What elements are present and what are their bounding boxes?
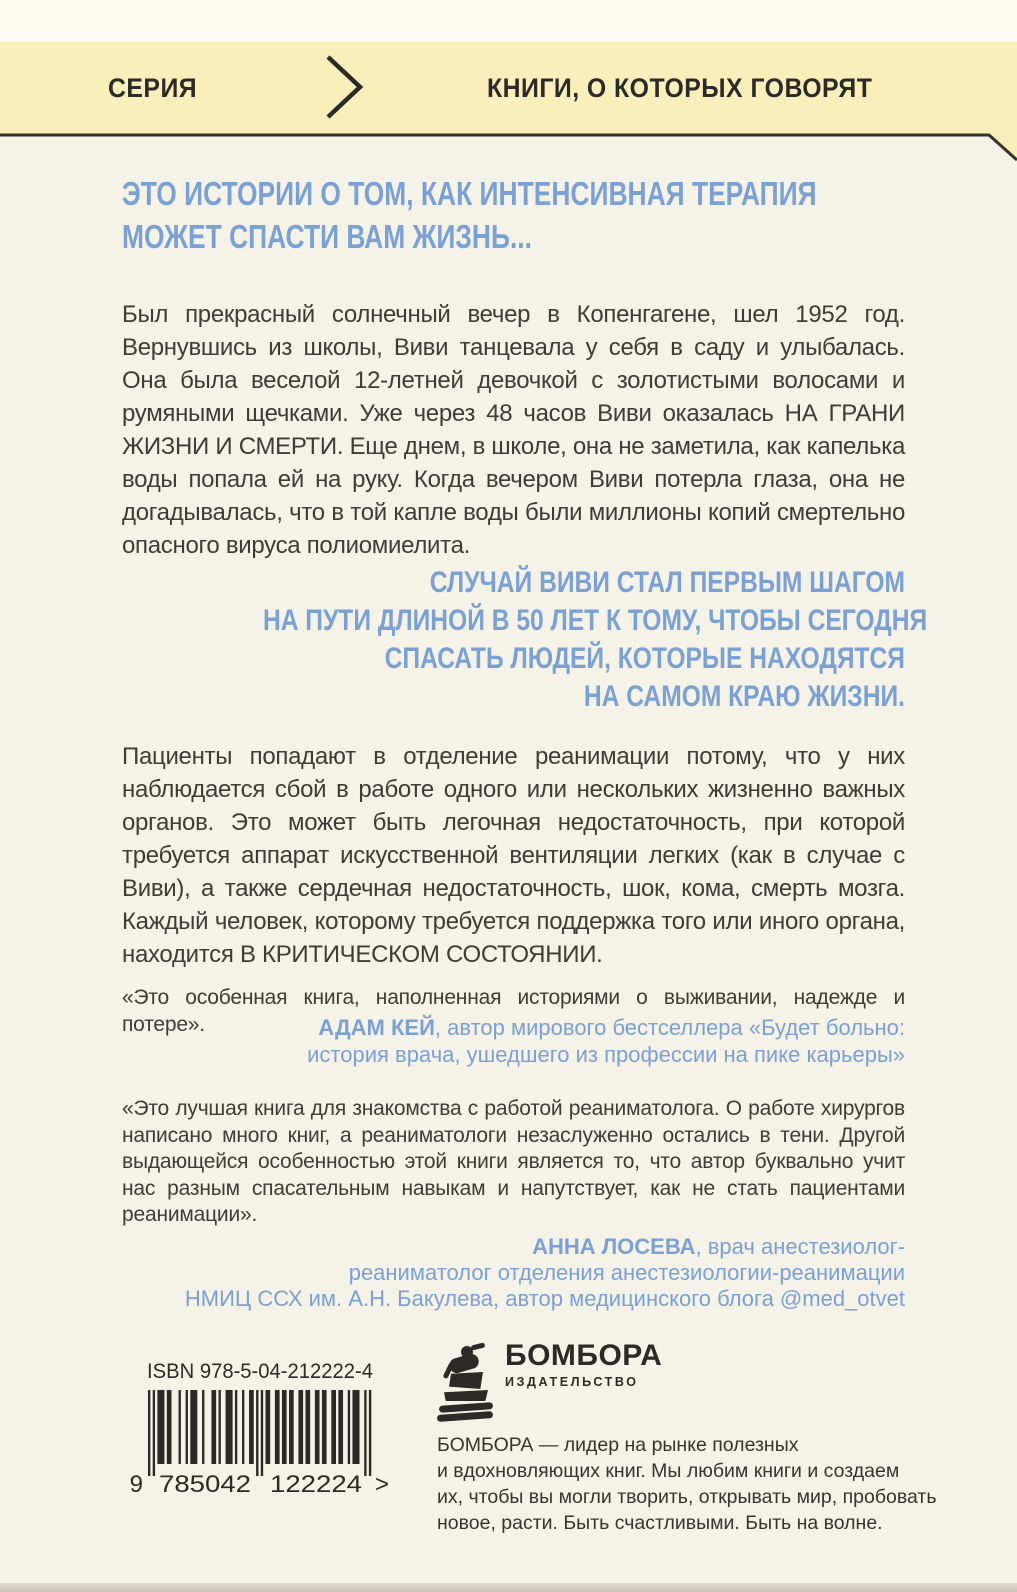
publisher-logo xyxy=(437,1340,662,1422)
review-2-text: «Это лучшая книга для знакомства с работой реаниматолога. О работе хирургов написано много книг, а реаниматологи незаслуженно остались в тени. Другой выдающейся особенностью этой книги является то, что автор буквально учит нас разным спасательным навыкам и напутствует, как не стать пациентами реанимации». xyxy=(122,1097,905,1226)
series-name: КНИГИ, О КОТОРЫХ ГОВОРЯТ xyxy=(487,73,873,103)
review-2-attribution-line: реаниматолог отделения анестезиологии-реанимации xyxy=(348,1260,905,1285)
publisher-description-line: их, чтобы вы могли творить, открывать мир, пробовать xyxy=(437,1486,937,1508)
pull-quote-line: НА САМОМ КРАЮ ЖИЗНИ. xyxy=(583,680,905,713)
icu-paragraph: Пациенты попадают в отделение реанимации потому, что у них наблюдается сбой в работе одного или нескольких жизненно важных органов. Это может быть легочная недостаточность, при которой требуется аппарат искусственной вентиляции легких (как в случае с Виви), а также сердечная недостаточность, шок, кома, смерть мозга. Каждый человек, которому требуется поддержка того или иного органа, находится В КРИТИЧЕСКОМ СОСТОЯНИИ. xyxy=(122,743,905,968)
isbn-barcode xyxy=(112,1356,402,1506)
headline-line: МОЖЕТ СПАСТИ ВАМ ЖИЗНЬ... xyxy=(122,218,532,255)
intro-paragraph: Был прекрасный солнечный вечер в Копенгагене, шел 1952 год. Вернувшись из школы, Виви танцевала у себя в саду и улыбалась. Она была веселой 12-летней девочкой с золотистыми волосами и румяными щечками. Уже через 48 часов Виви оказалась НА ГРАНИ ЖИЗНИ И СМЕРТИ. Еще днем, в школе, она не заметила, как капелька воды попала ей на руку. Когда вечером Виви потерла глаза, она не догадывалась, что в той капле воды были миллионы копий смертельно опасного вируса полиомиелита. xyxy=(122,301,905,559)
review-2-attribution-line xyxy=(122,1234,905,1260)
review-1-text: «Это особенная книга, наполненная историями о выживании, надежде и потере». xyxy=(122,986,905,1036)
pull-quote xyxy=(122,564,928,716)
pull-quote-line: НА ПУТИ ДЛИНОЙ В 50 ЛЕТ К ТОМУ, ЧТОБЫ СЕГОДНЯ xyxy=(262,604,928,637)
publisher-description-line: новое, расти. Быть счастливыми. Быть на волне. xyxy=(437,1512,883,1534)
isbn-number: ISBN 978-5-04-212222-4 xyxy=(147,1360,374,1383)
barcode-digit-suffix: > xyxy=(375,1471,390,1498)
pull-quote-line: СЛУЧАЙ ВИВИ СТАЛ ПЕРВЫМ ШАГОМ xyxy=(429,566,905,599)
publisher-description-line: БОМБОРА — лидер на рынке полезных xyxy=(437,1434,799,1456)
headline-line: ЭТО ИСТОРИИ О ТОМ, КАК ИНТЕНСИВНАЯ ТЕРАПИЯ xyxy=(122,175,817,212)
barcode-digit-group2: 122224 xyxy=(270,1471,362,1498)
review-2-author: АННА ЛОСЕВА xyxy=(532,1234,696,1259)
publisher-logo-text xyxy=(505,1340,662,1389)
chevron-right-icon xyxy=(321,53,367,123)
review-2-credentials: , врач анестезиолог- xyxy=(695,1234,905,1259)
series-label: СЕРИЯ xyxy=(108,73,198,103)
publisher-name: БОМБОРА xyxy=(505,1339,663,1372)
publisher-description xyxy=(437,1432,937,1536)
headline xyxy=(122,172,990,258)
page-bottom-edge xyxy=(0,1583,1017,1592)
review-1-attribution-line: история врача, ушедшего из профессии на пике карьеры» xyxy=(307,1042,905,1067)
publisher-tagline: ИЗДАТЕЛЬСТВО xyxy=(505,1375,639,1389)
barcode-digit-group1: 785042 xyxy=(159,1471,251,1498)
pull-quote-line: СПАСАТЬ ЛЮДЕЙ, КОТОРЫЕ НАХОДЯТСЯ xyxy=(384,642,905,675)
review-1-author: АДАМ КЕЙ xyxy=(318,1015,435,1040)
review-2-attribution-line: НМИЦ ССХ им. А.Н. Бакулева, автор медицинского блога @med_otvet xyxy=(184,1286,905,1311)
publisher-surfer-icon xyxy=(437,1346,495,1422)
review-1-attribution-line xyxy=(122,1014,905,1041)
review-1-attribution xyxy=(122,1014,905,1068)
review-2-attribution xyxy=(122,1234,905,1312)
publisher-description-line: и вдохновляющих книг. Мы любим книги и создаем xyxy=(437,1460,900,1482)
review-1-credentials: , автор мирового бестселлера «Будет больно: xyxy=(434,1015,905,1040)
barcode-digit-first: 9 xyxy=(129,1471,143,1498)
